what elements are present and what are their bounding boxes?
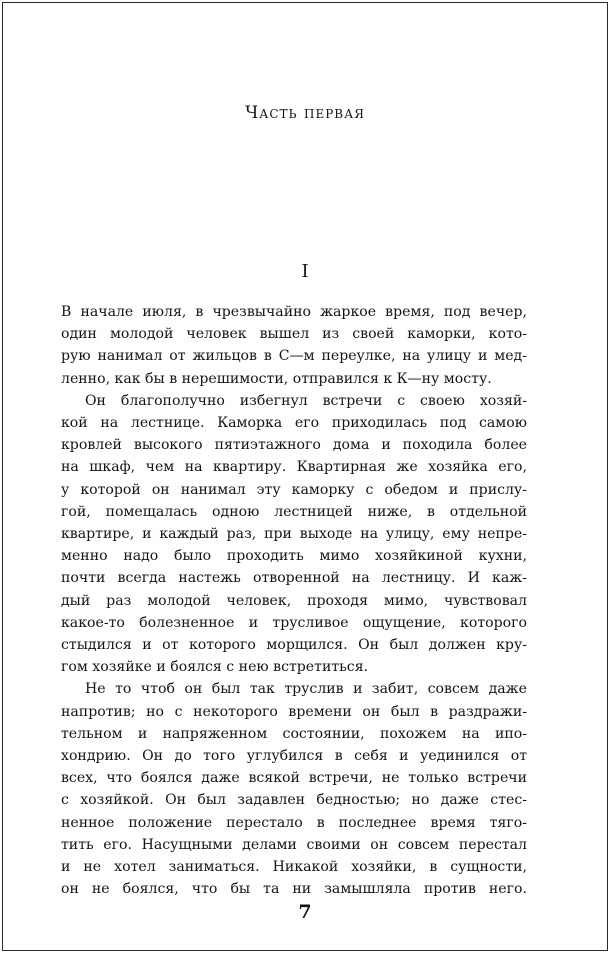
text-line: ленно, как бы в нерешимости, отправился к К—ну мосту. [61,370,492,387]
text-line: Не то чтоб он был так труслив и забит, совсем даже [85,681,527,698]
text-line: кой на лестнице. Каморка его приходилась под самою [61,415,527,432]
paragraph [61,301,527,390]
text-line: один молодой человек вышел из своей каморки, кото- [61,326,527,343]
text-line: он не боялся, что бы та ни замышляла против него. [61,881,527,898]
text-line: с хозяйкой. Он был задавлен бедностью; но даже стес- [61,792,527,809]
text-line: кровлей высокого пятиэтажного дома и походила более [61,437,527,454]
text-line: всех, что боялся даже всякой встречи, не только встречи [61,770,527,787]
text-line: ненное положение перестало в последнее время тяго- [61,814,527,831]
text-line: Он благополучно избегнул встречи с своею хозяй- [85,392,527,409]
text-line: дый раз молодой человек, проходя мимо, чувствовал [61,592,527,609]
text-line: стыдился и от которого морщился. Он был должен кру- [61,637,527,654]
body-text [61,301,527,900]
text-line: и не хотел заниматься. Никакой хозяйки, в сущности, [61,859,527,876]
part-title: Часть первая [245,103,365,123]
text-line: на шкаф, чем на квартиру. Квартирная же хозяйка его, [61,459,527,476]
paragraph [61,390,527,679]
paragraph [61,678,527,900]
text-line: рую нанимал от жильцов в С—м переулке, на улицу и мед- [61,348,527,365]
text-line: какое-то болезненное и трусливое ощущение, которого [61,614,527,631]
text-line: у которой он нанимал эту каморку с обедом и прислу- [61,481,527,498]
text-line: хондрию. Он до того углубился в себя и уединился от [61,748,527,765]
book-page [2,2,608,951]
text-line: напротив; но с некоторого времени он был в раздражи- [61,703,527,720]
text-line: квартире, и каждый раз, при выходе на улицу, ему непре- [61,526,527,543]
text-line: почти всегда настежь отворенной на лестницу. И каж- [61,570,527,587]
text-line: В начале июля, в чрезвычайно жаркое время, под вечер, [61,304,527,320]
text-line: гом хозяйке и боялся с нею встретиться. [61,659,369,676]
text-line: тельном и напряженном состоянии, похожем на ипо- [61,725,527,742]
text-line: менно надо было проходить мимо хозяйкиной кухни, [61,548,527,565]
chapter-number: I [301,261,309,282]
text-line: тить его. Насущными делами своими он совсем перестал [61,836,527,853]
page-number: 7 [298,901,312,923]
text-line: гой, помещалась одною лестницей ниже, в отдельной [61,503,527,520]
